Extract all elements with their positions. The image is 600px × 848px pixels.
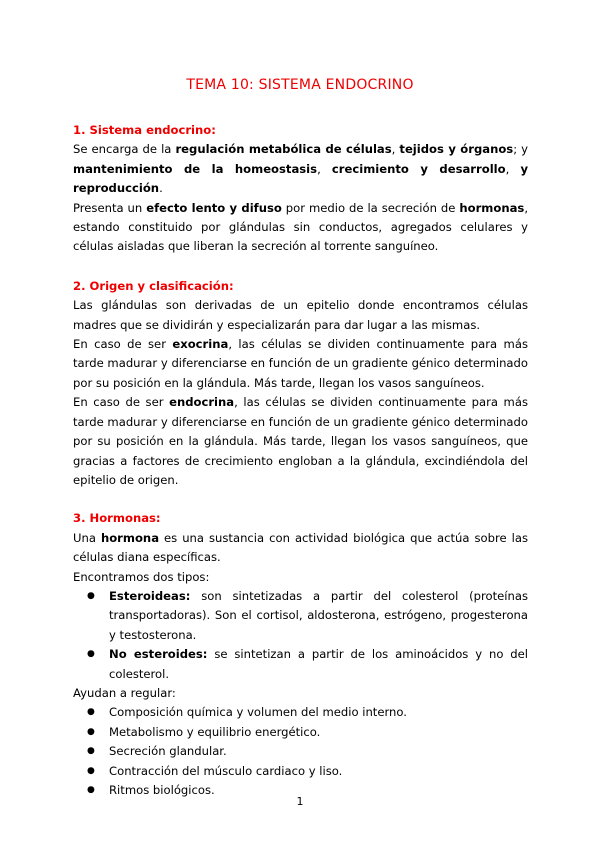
- text: ,: [317, 161, 332, 176]
- s2-paragraph-endocrina: [73, 393, 528, 490]
- section-1-heading: 1. Sistema endocrino:: [73, 123, 216, 137]
- list-item: [73, 742, 528, 761]
- s2-paragraph-1: Las glándulas son derivadas de un epitelio donde encontramos células madres que se dividirán y especializarán para dar lugar a las mismas.: [73, 298, 528, 332]
- bold-term: tejidos y órganos: [399, 142, 514, 157]
- page-title: TEMA 10: SISTEMA ENDOCRINO: [186, 77, 414, 93]
- text: Una: [73, 530, 101, 545]
- bold-term: efecto lento y difuso: [146, 200, 282, 215]
- regulate-intro: Ayudan a regular:: [73, 685, 176, 700]
- section-3-heading: 3. Hormonas:: [73, 511, 161, 526]
- types-intro: Encontramos dos tipos:: [73, 569, 210, 584]
- text: , las células se dividen continuamente para más tarde madurar y diferenciarse en función de un gradiente génico determinado por su posición en la glándula. Más tarde, llegan los vasos sanguíneos, que gracias a factores de crecimiento engloban a la glándula, excindiéndola del epitelio de origen.: [73, 395, 528, 487]
- bold-term: hormonas: [459, 200, 525, 215]
- page-number: 1: [296, 795, 304, 808]
- s1-line-3: [73, 199, 528, 218]
- spacer: [73, 257, 528, 277]
- text: se sintetizan a partir de los aminoácidos y no del colesterol.: [109, 647, 529, 681]
- text: por medio de la secreción de: [281, 200, 460, 215]
- bullet-icon: ●: [87, 590, 95, 601]
- bullet-icon: ●: [87, 765, 95, 776]
- list-item: [73, 703, 528, 722]
- s1-paragraph-end: estando constituido por glándulas sin conductos, agregados celulares y células aisladas que liberan la secreción al torrente sanguíneo.: [73, 220, 528, 254]
- text: son sintetizadas a partir del colesterol (proteínas transportadoras). Son el cortisol, aldosterona, estrógeno, progesterona y testosterona.: [109, 588, 528, 642]
- text: En caso de ser: [73, 337, 173, 352]
- list-item: [73, 762, 528, 781]
- bold-term: hormona: [100, 530, 160, 545]
- text: ,: [391, 142, 400, 157]
- text: En caso de ser: [73, 395, 170, 410]
- s1-line-2: [73, 160, 528, 199]
- hormone-types-list: [73, 587, 528, 684]
- bold-term: mantenimiento de la homeostasis: [73, 161, 318, 176]
- regulate-list: [73, 703, 528, 800]
- s3-paragraph-1: [73, 529, 528, 568]
- text: Se encarga de la: [73, 142, 176, 157]
- section-2-heading: 2. Origen y clasificación:: [73, 278, 234, 293]
- bullet-icon: ●: [87, 726, 95, 737]
- text: Presenta un: [73, 200, 147, 215]
- spacer: [73, 490, 528, 509]
- text: ,: [524, 200, 528, 215]
- bullet-icon: ●: [87, 707, 95, 718]
- text: .: [159, 181, 163, 196]
- list-item-text: Composición química y volumen del medio interno.: [109, 705, 407, 720]
- bold-term: endocrina: [169, 395, 235, 410]
- bold-term: Esteroideas:: [109, 588, 191, 603]
- bold-term: crecimiento y desarrollo: [331, 161, 506, 176]
- list-item: [73, 645, 528, 684]
- text: es una sustancia con actividad biológica que actúa sobre las células diana específicas.: [73, 530, 529, 565]
- s2-paragraph-exocrina: [73, 335, 528, 393]
- list-item-text: Ritmos biológicos.: [109, 783, 215, 797]
- bold-term: No esteroides:: [109, 647, 208, 662]
- text: ; y: [513, 142, 528, 157]
- bullet-icon: ●: [87, 746, 95, 757]
- list-item: [73, 723, 528, 742]
- s1-line-1: [73, 140, 528, 159]
- document-body: [73, 121, 528, 800]
- text: , las células se dividen continuamente para más tarde madurar y diferenciarse en función de un gradiente génico determinado por su posición en la glándula. Más tarde, llegan los vasos sanguíneos.: [73, 337, 528, 390]
- list-item-text: Metabolismo y equilibrio energético.: [109, 724, 321, 739]
- bold-term: exocrina: [172, 337, 229, 352]
- bullet-icon: ●: [87, 785, 95, 795]
- list-item-text: Secreción glandular.: [109, 744, 227, 759]
- bold-term: y reproducción: [73, 161, 528, 196]
- bullet-icon: ●: [87, 649, 95, 660]
- bold-term: regulación metabólica de células: [175, 142, 392, 157]
- list-item-text: Contracción del músculo cardiaco y liso.: [109, 763, 343, 778]
- list-item: [73, 587, 528, 645]
- text: ,: [505, 161, 521, 176]
